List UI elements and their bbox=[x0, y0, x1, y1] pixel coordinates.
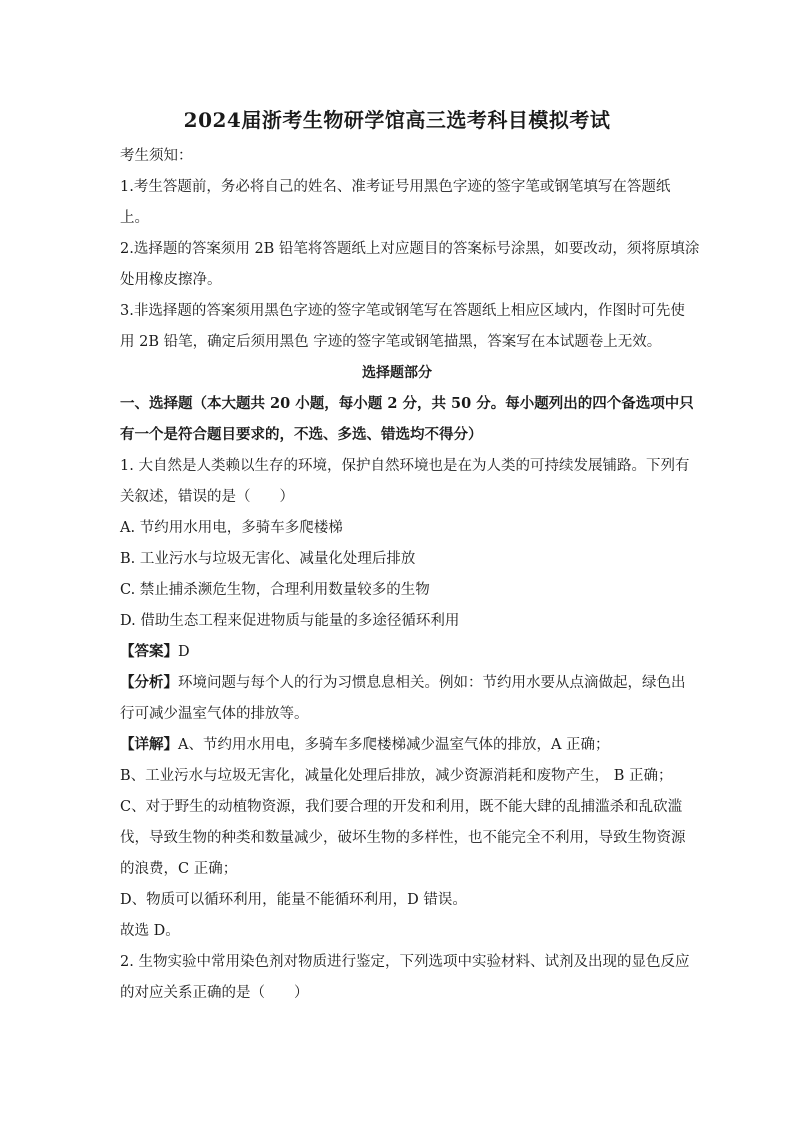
part-intro: 有一个是符合题目要求的，不选、多选、错选均不得分） bbox=[120, 426, 483, 443]
detail-text: C、对于野生的动植物资源，我们要合理的开发和利用，既不能大肆的乱捕滥杀和乱砍滥 bbox=[120, 799, 683, 815]
detail-text: A、节约用水用电，多骑车多爬楼梯减少温室气体的排放，A 正确； bbox=[178, 737, 610, 753]
option-c: C. 禁止捕杀濒危生物，合理利用数量较多的生物 bbox=[120, 582, 430, 598]
notice-line: 上。 bbox=[120, 210, 149, 226]
notice-line: 处用橡皮擦净。 bbox=[120, 272, 222, 288]
section-title: 选择题部分 bbox=[362, 365, 432, 381]
answer-value: D bbox=[178, 644, 190, 660]
question-1-stem: 关叙述，错误的是（ ） bbox=[120, 489, 294, 505]
question-2-stem: 的对应关系正确的是（ ） bbox=[120, 985, 309, 1001]
option-b: B. 工业污水与垃圾无害化、减量化处理后排放 bbox=[120, 551, 416, 567]
page-title: 2024届浙考生物研学馆高三选考科目模拟考试 bbox=[183, 108, 611, 132]
notice-heading: 考生须知： bbox=[120, 148, 193, 164]
detail-text: 故选 D。 bbox=[120, 923, 180, 939]
detail-label: 【详解】 bbox=[120, 736, 178, 753]
analysis-text: 环境问题与每个人的行为习惯息息相关。例如：节约用水要从点滴做起，绿色出 bbox=[178, 675, 686, 691]
detail-text: 伐，导致生物的种类和数量减少，破坏生物的多样性，也不能完全不利用，导致生物资源 bbox=[120, 830, 686, 846]
option-d: D. 借助生态工程来促进物质与能量的多途径循环利用 bbox=[120, 613, 460, 629]
answer-label: 【答案】 bbox=[120, 643, 178, 660]
notice-line: 用 2B 铅笔，确定后须用黑色 字迹的签字笔或钢笔描黑，答案写在本试题卷上无效。 bbox=[120, 334, 662, 350]
detail-text: B、工业污水与垃圾无害化，减量化处理后排放，减少资源消耗和废物产生， B 正确； bbox=[120, 768, 673, 784]
detail-line bbox=[120, 735, 610, 755]
option-a: A. 节约用水用电，多骑车多爬楼梯 bbox=[120, 520, 343, 536]
notice-line: 1.考生答题前，务必将自己的姓名、准考证号用黑色字迹的签字笔或钢笔填写在答题纸 bbox=[120, 179, 671, 195]
detail-text: 的浪费，C 正确； bbox=[120, 861, 238, 877]
notice-line: 2.选择题的答案须用 2B 铅笔将答题纸上对应题目的答案标号涂黑，如要改动，须将原填涂 bbox=[120, 241, 700, 257]
question-1-stem: 1. 大自然是人类赖以生存的环境，保护自然环境也是在为人类的可持续发展铺路。下列有 bbox=[120, 458, 690, 474]
detail-text: D、物质可以循环利用，能量不能循环利用，D 错误。 bbox=[120, 892, 467, 908]
analysis-text: 行可减少温室气体的排放等。 bbox=[120, 706, 309, 722]
notice-line: 3.非选择题的答案须用黑色字迹的签字笔或钢笔写在答题纸上相应区域内，作图时可先使 bbox=[120, 303, 685, 319]
question-2-stem: 2. 生物实验中常用染色剂对物质进行鉴定，下列选项中实验材料、试剂及出现的显色反应 bbox=[120, 954, 690, 970]
analysis-line bbox=[120, 673, 686, 693]
analysis-label: 【分析】 bbox=[120, 674, 178, 691]
answer-line bbox=[120, 642, 190, 662]
part-intro: 一、选择题（本大题共 20 小题，每小题 2 分，共 50 分。每小题列出的四个备选项中只 bbox=[120, 395, 694, 412]
